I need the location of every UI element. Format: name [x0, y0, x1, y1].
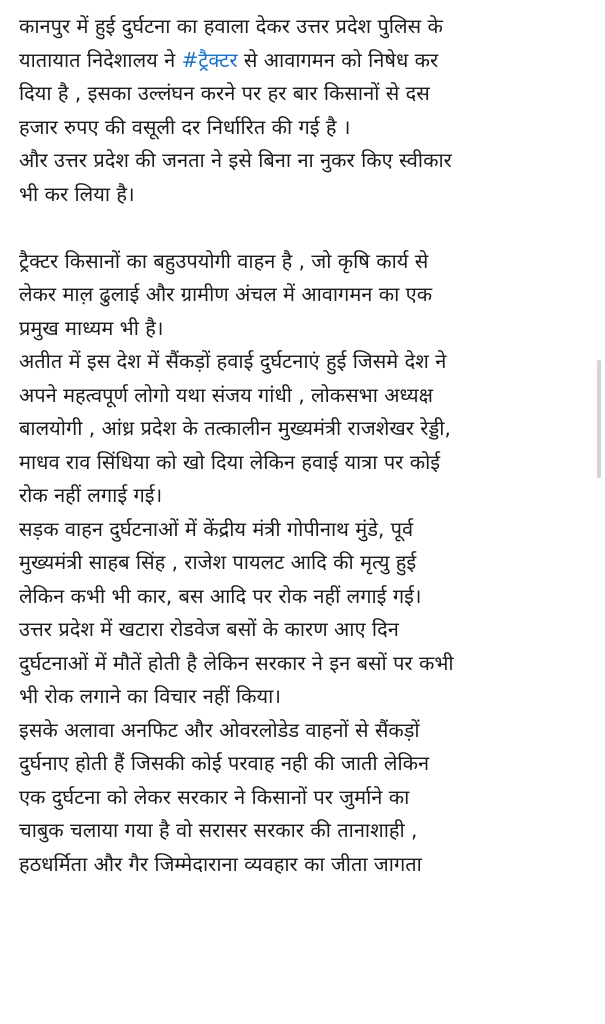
paragraph-spacer — [19, 211, 591, 245]
text-line: और उत्तर प्रदेश की जनता ने इसे बिना ना नुकर किए स्वीकार — [19, 148, 452, 172]
text-line: माधव राव सिंधिया को खो दिया लेकिन हवाई यात्रा पर कोई — [19, 449, 441, 474]
text-segment: से आवागमन को निषेध कर — [237, 47, 439, 72]
hashtag-link-tractor[interactable]: #ट्रैक्टर — [181, 47, 238, 72]
text-segment: यातायात निदेशालय ने — [19, 47, 182, 72]
text-line: लेकिन कभी भी कार, बस आदि पर रोक नहीं लगाई गई। — [19, 583, 422, 608]
text-line: इसके अलावा अनफिट और ओवरलोडेड वाहनों से सैंकड़ों — [19, 717, 420, 742]
text-line: हजार रुपए की वसूली दर निर्धारित की गई है । — [19, 114, 351, 139]
text-line: दुर्घटनाओं में मौतें होती है लेकिन सरकार ने इन बसों पर कभी — [19, 650, 454, 675]
text-line: भी रोक लगाने का विचार नहीं किया। — [19, 684, 281, 708]
text-line: कानपुर में हुई दुर्घटना का हवाला देकर उत्तर प्रदेश पुलिस के — [19, 14, 443, 38]
text-line: बालयोगी , आंध्र प्रदेश के तत्कालीन मुख्यमंत्री राजशेखर रेड्डी, — [19, 416, 451, 440]
post-body — [19, 10, 591, 881]
text-line: उत्तर प्रदेश में खटारा रोडवेज बसों के कारण आए दिन — [19, 617, 399, 641]
text-line: प्रमुख माध्यम भी है। — [19, 315, 164, 340]
text-line: सड़क वाहन दुर्घटनाओं में केंद्रीय मंत्री गोपीनाथ मुंडे, पूर्व — [19, 516, 414, 541]
paragraph-intro — [19, 10, 591, 211]
text-line: दिया है , इसका उल्लंघन करने पर हर बार किसानों से दस — [19, 81, 430, 105]
text-line — [19, 44, 591, 78]
text-line: एक दुर्घटना को लेकर सरकार ने किसानों पर जुर्माने का — [19, 784, 410, 809]
text-line: चाबुक चलाया गया है वो सरासर सरकार की तानाशाही , — [19, 818, 418, 842]
paragraph-main — [19, 245, 591, 882]
text-line: भी कर लिया है। — [19, 181, 135, 206]
text-line: ट्रैक्टर किसानों का बहुउपयोगी वाहन है , जो कृषि कार्य से — [19, 248, 429, 273]
text-line: मुख्यमंत्री साहब सिंह , राजेश पायलट आदि की मृत्यु हुई — [19, 550, 417, 574]
text-line: अतीत में इस देश में सैंकड़ों हवाई दुर्घटनाएं हुई जिसमे देश ने — [19, 349, 447, 373]
text-line: लेकर माल़ ढुलाई और ग्रामीण अंचल में आवागमन का एक — [19, 282, 433, 306]
text-line: अपने महत्वपूर्ण लोगो यथा संजय गांधी , लोकसभा अध्यक्ष — [19, 382, 433, 407]
text-line: हठधर्मिता और गैर जिम्मेदाराना व्यवहार का जीता जागता — [19, 851, 422, 876]
scrollbar-thumb[interactable] — [597, 360, 601, 478]
text-line: रोक नहीं लगाई गई। — [19, 483, 163, 507]
text-line: दुर्घनाए होती हैं जिसकी कोई परवाह नही की जाती लेकिन — [19, 751, 430, 775]
